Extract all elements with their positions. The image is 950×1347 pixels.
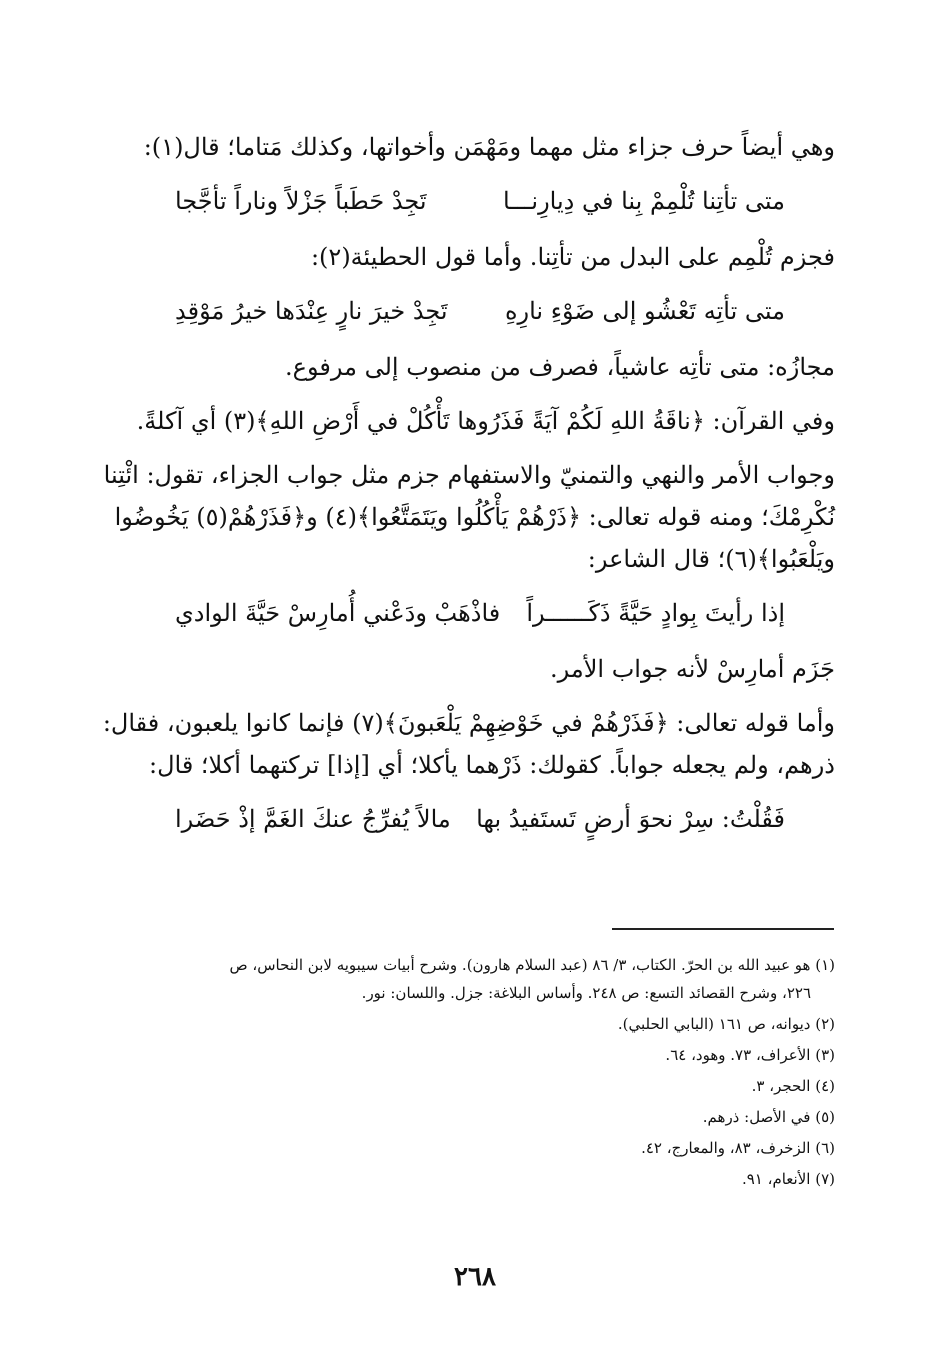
page-number: ٢٦٨ (454, 1262, 496, 1292)
verse-second-hemistich: مالاً يُفرِّجُ عنكَ الغَمَّ إذْ حَضَرا (175, 805, 451, 833)
verse-first-hemistich: متى تأتِنا تُلْمِمْ بِنا في دِيارِنـــا (502, 187, 785, 215)
paragraph-line: ذرهم، ولم يجعله جواباً. كقولك: ذَرْهما يأكلا؛ أي [إذا] تركتهما أكلا؛ قال: (148, 751, 835, 779)
footnote: (٣) الأعراف، ٧٣. وهود، ٦٤. (665, 1046, 835, 1064)
paragraph: وهي أيضاً حرف جزاء مثل مهما ومَهْمَن وأخواتها، وكذلك مَتاما؛ قال(١): (143, 133, 835, 161)
footnote: (٦) الزخرف، ٨٣، والمعارج، ٤٢. (641, 1139, 835, 1157)
footnote-continuation: ٢٢٦، وشرح القصائد التسع: ص ٢٤٨. وأساس البلاغة: جزل. واللسان: نور. (361, 984, 811, 1002)
footnote: (٥) في الأصل: ذرهم. (702, 1108, 835, 1126)
verse-second-hemistich: تَجِدْ خيرَ نارٍ عِنْدَها خيرُ مَوْقِدِ (175, 297, 448, 325)
poetry-verse (95, 184, 835, 218)
footnote-divider (612, 928, 834, 930)
footnotes (95, 955, 835, 1200)
paragraph-line: وجواب الأمر والنهي والتمنيّ والاستفهام جزم مثل جواب الجزاء، تقول: ائْتِنا (103, 461, 835, 489)
poetry-verse (95, 596, 835, 630)
verse-first-hemistich: إذا رأيتَ بِوادٍ حَيَّةً ذَكَــــــراً (526, 599, 785, 627)
poetry-verse (95, 294, 835, 328)
verse-first-hemistich: فَقُلْتُ: سِرْ نحوَ أرضٍ تَستَفيدُ بها (476, 805, 785, 833)
footnote: (٢) ديوانه، ص ١٦١ (البابي الحلبي). (617, 1015, 835, 1033)
footnote: (٤) الحجر، ٣. (751, 1077, 835, 1095)
verse-second-hemistich: فاذْهَبْ ودَعْني أُمارِسْ حَيَّةَ الوادي (175, 599, 501, 627)
paragraph-line: وأما قوله تعالى: ﴿فَذَرْهُمْ في خَوْضِهِمْ يَلْعَبونَ﴾(٧) فإنما كانوا يلعبون، فقال: (102, 709, 835, 737)
poetry-verse (95, 802, 835, 836)
footnote: (١) هو عبيد الله بن الحرّ. الكتاب، ٣/ ٨٦ (عبد السلام هارون). وشرح أبيات سيبويه لابن النحاس، ص (229, 956, 835, 974)
paragraph-line: نُكْرِمْكَ؛ ومنه قوله تعالى: ﴿ذَرْهُمْ يَأْكُلُوا ويَتَمَتَّعُوا﴾(٤) و﴿فَذَرْهُمْ(٥) يَخُوضُوا (114, 503, 835, 531)
main-text (95, 130, 835, 858)
paragraph (95, 706, 835, 782)
paragraph: جَزَم أمارِسْ لأنه جواب الأمر. (550, 655, 835, 683)
verse-second-hemistich: تَجِدْ حَطَباً جَزْلاً وناراً تأجَّجا (175, 187, 427, 215)
paragraph: مجازُه: متى تأتِه عاشياً، فصرف من منصوب إلى مرفوع. (285, 353, 835, 381)
verse-first-hemistich: متى تأتِه تَعْشُو إلى ضَوْءِ نارِهِ (504, 297, 785, 325)
paragraph: فجزم تُلْمِم على البدل من تأتِنا. وأما قول الحطيئة(٢): (310, 243, 835, 271)
paragraph-quran-quote: وفي القرآن: ﴿ناقَةُ اللهِ لَكُمْ آيَةً فَذَرُوها تَأْكُلْ في أَرْضِ اللهِ﴾(٣) أي آكلةً. (136, 407, 835, 435)
paragraph-line: ويَلْعَبُوا﴾(٦)؛ قال الشاعر: (587, 545, 835, 573)
paragraph (95, 458, 835, 576)
footnote: (٧) الأنعام، ٩١. (741, 1170, 835, 1188)
